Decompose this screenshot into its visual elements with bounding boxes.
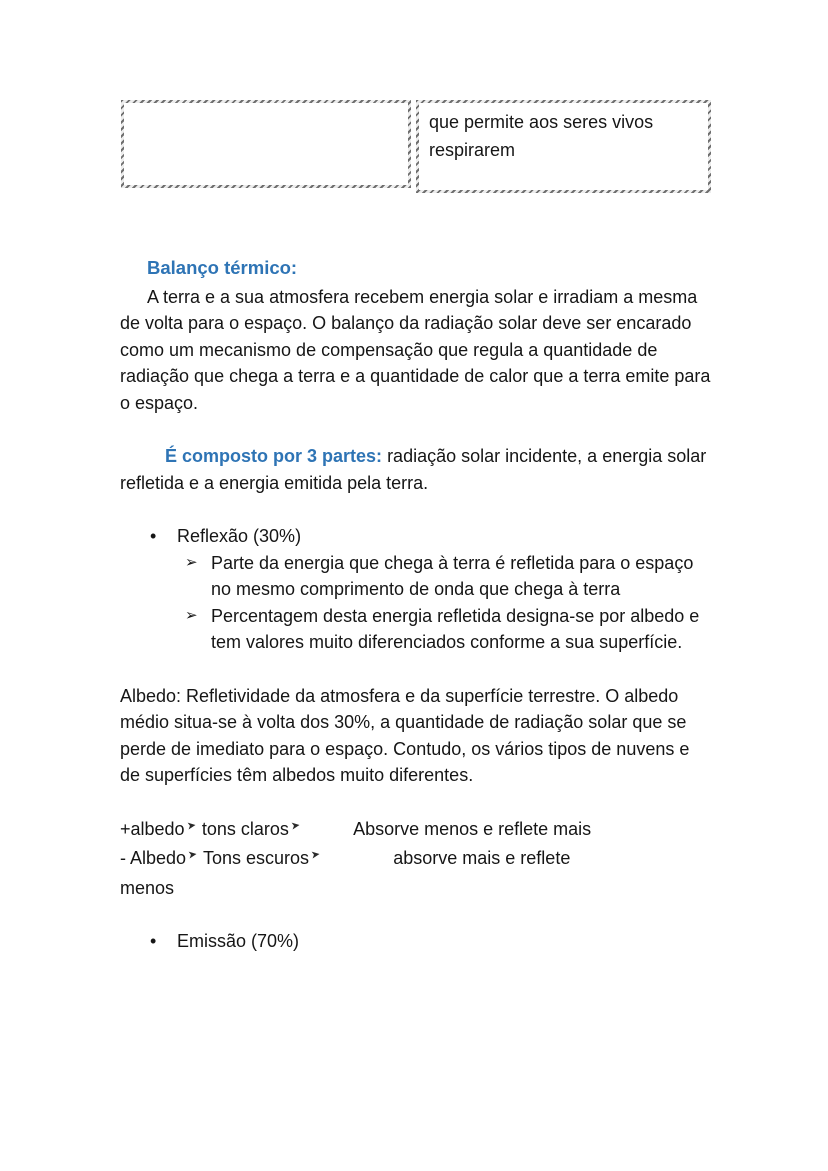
paragraph-composto: [120, 443, 714, 496]
list-subitem-text: Percentagem desta energia refletida designa-se por albedo e tem valores muito diferenciados conforme a sua superfície.: [211, 605, 700, 652]
arrow-annotation-icon: ➤: [310, 848, 322, 862]
list-subitem-text: Parte da energia que chega à terra é refletida para o espaço no mesmo comprimento de onda que chega à terra: [211, 552, 694, 599]
spacer: [120, 416, 714, 443]
composto-label: É composto por 3 partes:: [165, 446, 383, 466]
arrow-annotation-icon: ➤: [290, 818, 301, 833]
albedo-map-desc: Absorve menos e reflete mais: [353, 818, 592, 839]
albedo-map-label: - Albedo: [120, 848, 187, 868]
albedo-map-desc: absorve mais e reflete: [393, 848, 571, 868]
heading-balanco-termico: Balanço térmico:: [147, 257, 298, 278]
list-item-label: Emissão (70%): [177, 931, 300, 951]
document-body: [120, 255, 714, 955]
albedo-map-label: +albedo: [120, 818, 185, 839]
arrowhead-bullet-icon: ➢: [185, 553, 198, 571]
albedo-map-value: Tons escuros: [202, 848, 310, 868]
table-cell-text: [416, 100, 711, 193]
list-subitem-1: [120, 550, 714, 603]
table-cell-content: que permite aos seres vivos respirarem: [429, 112, 654, 160]
list-item-reflexao: [120, 523, 714, 550]
bullet-icon: •: [150, 931, 157, 951]
list-item-label: Reflexão (30%): [177, 526, 302, 546]
table-cell-empty: [121, 100, 411, 188]
albedo-map-line-2-wrap: menos: [120, 877, 175, 898]
albedo-map-line-1: [120, 816, 714, 846]
bullet-icon: •: [150, 526, 157, 546]
arrow-annotation-icon: ➤: [187, 848, 199, 862]
paragraph-albedo: Albedo: Refletividade da atmosfera e da superfície terrestre. O albedo médio situa-se à volta dos 30%, a quantidade de radiação solar que se perde de imediato para o espaço. Contudo, os vários tipos de nuvens e de superfícies têm albedos muito diferentes.: [120, 685, 690, 785]
spacer: [120, 496, 714, 523]
arrow-annotation-icon: ➤: [185, 818, 197, 833]
paragraph-balanco: A terra e a sua atmosfera recebem energia solar e irradiam a mesma de volta para o espaço. O balanço da radiação solar deve ser encarado como um mecanismo de compensação que regula a quantidade de radiação que chega a terra e a quantidade de calor que a terra emite para o espaço.: [120, 286, 711, 413]
albedo-map-value: tons claros: [201, 818, 289, 839]
spacer: [120, 789, 714, 816]
arrowhead-bullet-icon: ➢: [185, 606, 198, 624]
list-item-emissao: [120, 928, 714, 955]
spacer: [120, 901, 714, 928]
composto-text: radiação solar incidente, a energia solar refletida e a energia emitida pela terra.: [120, 446, 707, 493]
albedo-map-line-2: [120, 845, 714, 875]
table: [121, 100, 711, 182]
list-subitem-2: [120, 603, 714, 656]
spacer: [120, 656, 714, 683]
